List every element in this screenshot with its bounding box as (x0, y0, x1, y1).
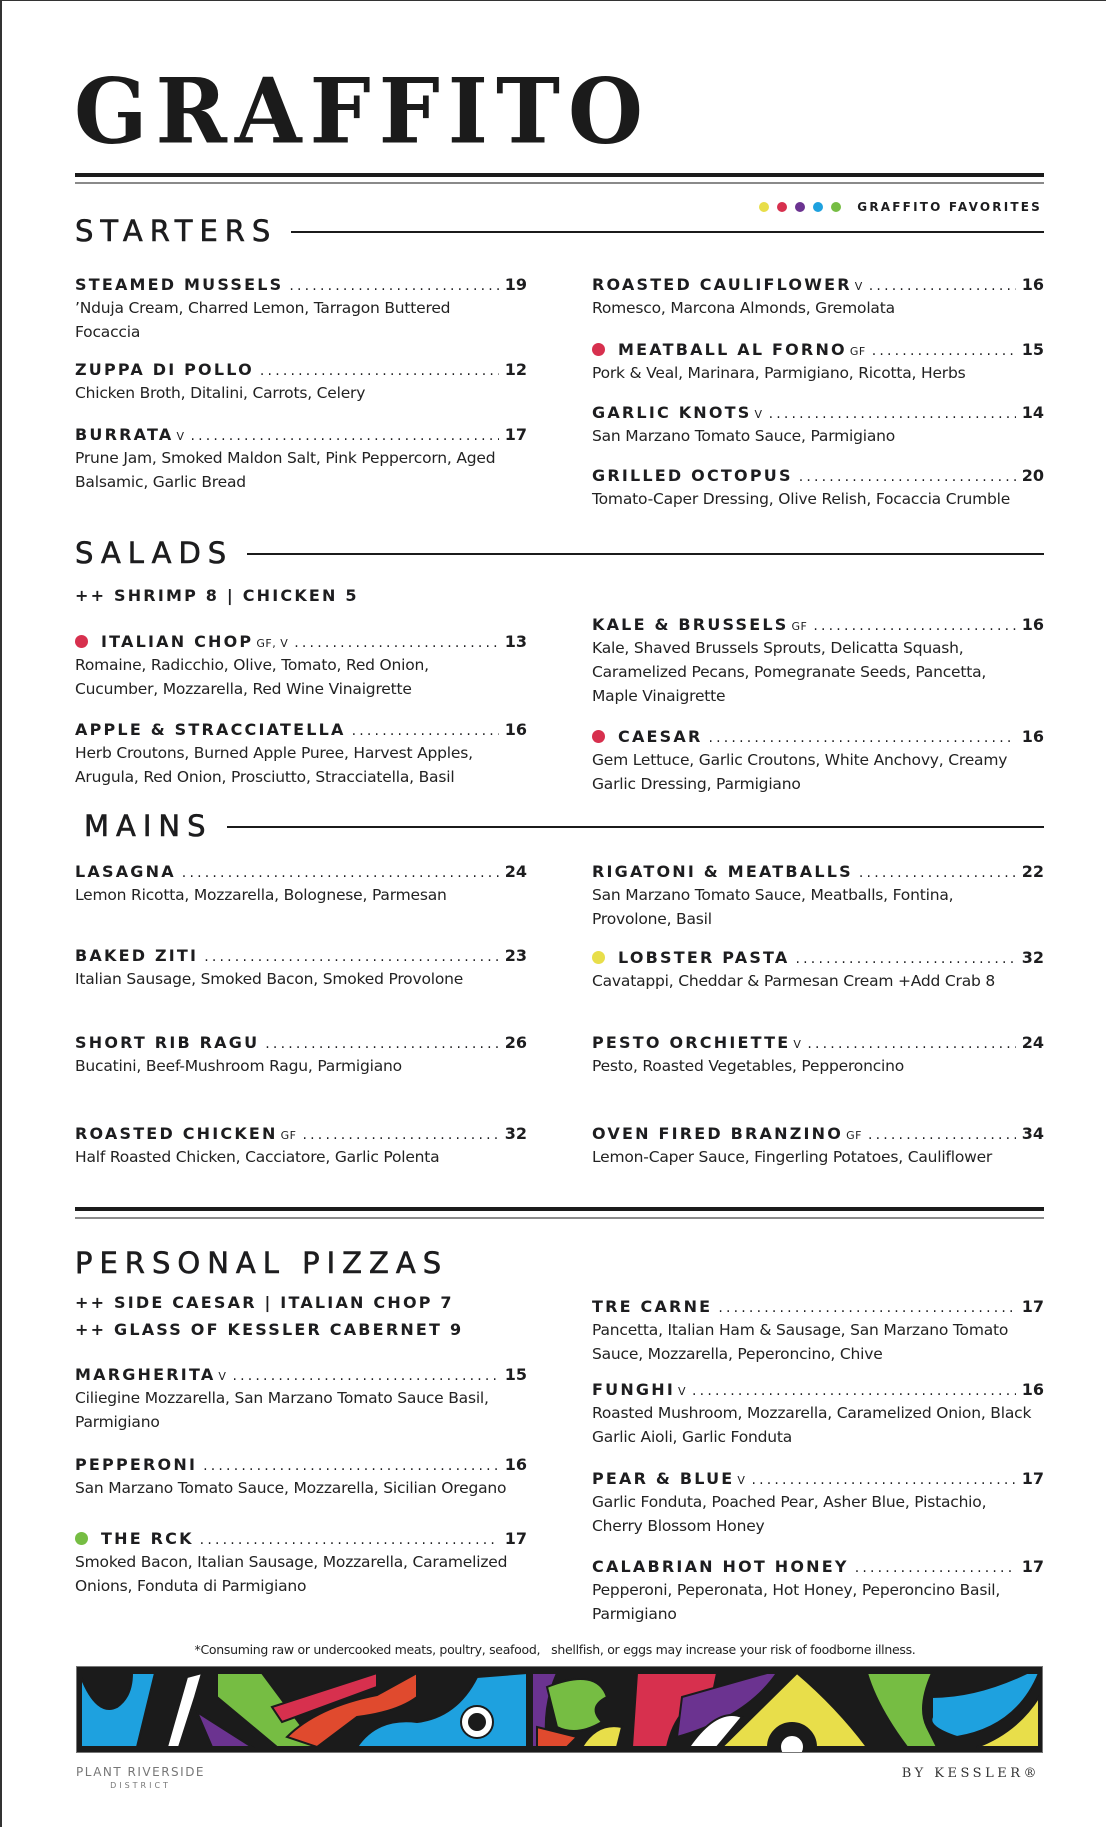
menu-item (75, 1529, 527, 1598)
dot-leader (855, 1560, 1016, 1576)
item-header (75, 1033, 527, 1051)
dot-leader (303, 1127, 499, 1143)
item-price: 22 (1021, 862, 1044, 881)
dot-leader (751, 1472, 1015, 1488)
item-name: PEPPERONI (75, 1455, 198, 1474)
dot-leader (232, 1368, 498, 1384)
menu-item (75, 1033, 527, 1078)
favorite-dot-green (831, 202, 841, 212)
header-rule-thick (75, 173, 1044, 177)
dot-leader (294, 635, 498, 651)
dot-leader (190, 428, 498, 444)
banner-shape (547, 1679, 607, 1731)
dot-leader (807, 1036, 1015, 1052)
menu-item (75, 1365, 527, 1434)
graffiti-art-banner (76, 1666, 1043, 1753)
menu-item (592, 615, 1044, 708)
item-header (75, 275, 527, 293)
dot-leader (799, 469, 1016, 485)
item-description: Cavatappi, Cheddar & Parmesan Cream +Add Crab 8 (592, 972, 996, 990)
dot-leader (182, 865, 499, 881)
section-rule (247, 553, 1044, 555)
menu-item (592, 727, 1044, 796)
item-name: CALABRIAN HOT HONEY (592, 1557, 849, 1576)
dot-leader (796, 951, 1016, 967)
item-name: ITALIAN CHOP (101, 632, 254, 651)
banner-shape (867, 1673, 937, 1747)
favorite-dot-red (777, 202, 787, 212)
item-description: Romaine, Radicchio, Olive, Tomato, Red Onion, Cucumber, Mozzarella, Red Wine Vinaigrette (75, 656, 429, 698)
pizza-rule-thick (75, 1207, 1044, 1211)
item-description: ’Nduja Cream, Charred Lemon, Tarragon Buttered Focaccia (75, 299, 451, 341)
item-price: 16 (1021, 615, 1044, 634)
item-header (75, 632, 527, 650)
item-price: 24 (1021, 1033, 1044, 1052)
dietary-tag: V (218, 1370, 227, 1383)
item-price: 34 (1021, 1124, 1044, 1143)
dietary-tag: V (737, 1474, 746, 1487)
item-name: RIGATONI & MEATBALLS (592, 862, 853, 881)
dietary-tag: GF (280, 1129, 297, 1142)
section-header-salads (75, 536, 1044, 570)
favorite-dot-purple (795, 202, 805, 212)
item-name: TRE CARNE (592, 1297, 713, 1316)
section-title-salads: SALADS (75, 536, 234, 570)
item-price: 23 (504, 946, 527, 965)
item-header (75, 1529, 527, 1547)
menu-item (592, 1033, 1044, 1078)
menu-item (75, 275, 527, 344)
dietary-tag: GF (849, 345, 866, 358)
item-price: 16 (504, 1455, 527, 1474)
dot-leader (859, 865, 1016, 881)
pizza-addon-wine: ++ GLASS OF KESSLER CABERNET 9 (75, 1320, 464, 1339)
item-description: Half Roasted Chicken, Cacciatore, Garlic Polenta (75, 1148, 440, 1166)
item-header (592, 862, 1044, 880)
section-title-pizzas: PERSONAL PIZZAS (75, 1246, 449, 1280)
dot-leader (260, 363, 499, 379)
dot-leader (813, 618, 1015, 634)
menu-item (75, 862, 527, 907)
menu-item (75, 1124, 527, 1169)
favorite-dot-icon (75, 635, 88, 648)
section-rule (227, 826, 1044, 828)
item-header (75, 425, 527, 443)
section-header-starters (75, 214, 1044, 248)
item-description: Herb Croutons, Burned Apple Puree, Harvest Apples, Arugula, Red Onion, Prosciutto, Stracciatella, Basil (75, 744, 473, 786)
item-name: ROASTED CAULIFLOWER (592, 275, 852, 294)
item-name: MARGHERITA (75, 1365, 216, 1384)
section-rule (291, 231, 1044, 233)
item-header (592, 1469, 1044, 1487)
item-header (75, 1124, 527, 1142)
item-description: Ciliegine Mozzarella, San Marzano Tomato Sauce Basil, Parmigiano (75, 1389, 489, 1431)
item-header (592, 340, 1044, 358)
item-description: Roasted Mushroom, Mozzarella, Caramelized Onion, Black Garlic Aioli, Garlic Fonduta (592, 1404, 1032, 1446)
item-description: Bucatini, Beef-Mushroom Ragu, Parmigiano (75, 1057, 402, 1075)
item-header (75, 862, 527, 880)
dot-leader (869, 278, 1016, 294)
item-price: 14 (1021, 403, 1044, 422)
menu-item (75, 946, 527, 991)
item-price: 13 (504, 632, 527, 651)
menu-item (592, 1469, 1044, 1538)
item-price: 16 (1021, 727, 1044, 746)
item-header (75, 1455, 527, 1473)
item-description: San Marzano Tomato Sauce, Parmigiano (592, 427, 896, 445)
menu-item (592, 466, 1044, 511)
item-price: 16 (504, 720, 527, 739)
menu-item (592, 1380, 1044, 1449)
dot-leader (289, 278, 498, 294)
pizza-rule-thin (75, 1217, 1044, 1219)
item-header (75, 360, 527, 378)
item-description: Gem Lettuce, Garlic Croutons, White Anchovy, Creamy Garlic Dressing, Parmigiano (592, 751, 1008, 793)
item-price: 32 (504, 1124, 527, 1143)
menu-item (592, 275, 1044, 320)
item-price: 16 (1021, 1380, 1044, 1399)
banner-shape (469, 1714, 485, 1730)
kessler-logo: BY KESSLER® (901, 1766, 1040, 1781)
favorite-dot-blue (813, 202, 823, 212)
item-description: Lemon-Caper Sauce, Fingerling Potatoes, Cauliflower (592, 1148, 993, 1166)
item-header (592, 1033, 1044, 1051)
item-name: LASAGNA (75, 862, 176, 881)
dietary-tag: V (678, 1385, 687, 1398)
item-description: Smoked Bacon, Italian Sausage, Mozzarella, Caramelized Onions, Fonduta di Parmigiano (75, 1553, 508, 1595)
favorites-label: GRAFFITO FAVORITES (857, 200, 1042, 214)
item-header (592, 1380, 1044, 1398)
item-name: PESTO ORCHIETTE (592, 1033, 791, 1052)
graffiti-art (77, 1667, 1043, 1753)
item-header (592, 275, 1044, 293)
menu-item (75, 1455, 527, 1500)
item-header (75, 1365, 527, 1383)
plant-riverside-logo (76, 1765, 205, 1790)
item-price: 17 (504, 425, 527, 444)
menu-item (592, 340, 1044, 385)
item-header (592, 1124, 1044, 1142)
item-header (592, 948, 1044, 966)
dietary-tag: GF, V (256, 637, 289, 650)
item-name: APPLE & STRACCIATELLA (75, 720, 346, 739)
item-price: 17 (504, 1529, 527, 1548)
section-header-mains (84, 809, 1044, 843)
food-safety-disclaimer: *Consuming raw or undercooked meats, poultry, seafood, shellfish, or eggs may increase your risk of foodborne illness. (194, 1642, 916, 1657)
dot-leader (352, 723, 499, 739)
pizza-addon-caesar: ++ SIDE CAESAR | ITALIAN CHOP 7 (75, 1293, 454, 1312)
item-name: SHORT RIB RAGU (75, 1033, 260, 1052)
menu-item (592, 862, 1044, 931)
item-name: GARLIC KNOTS (592, 403, 752, 422)
banner-shape (780, 1735, 804, 1753)
item-header (592, 615, 1044, 633)
dot-leader (204, 949, 499, 965)
item-name: THE RCK (101, 1529, 194, 1548)
item-name: LOBSTER PASTA (618, 948, 790, 967)
dot-leader (203, 1458, 499, 1474)
favorites-legend (759, 200, 1042, 214)
item-header (75, 946, 527, 964)
item-name: KALE & BRUSSELS (592, 615, 789, 634)
dot-leader (718, 1300, 1015, 1316)
section-title-starters: STARTERS (75, 214, 278, 248)
item-description: Italian Sausage, Smoked Bacon, Smoked Provolone (75, 970, 464, 988)
dietary-tag: V (793, 1038, 802, 1051)
item-price: 12 (504, 360, 527, 379)
item-header (592, 1297, 1044, 1315)
item-description: Kale, Shaved Brussels Sprouts, Delicatta Squash, Caramelized Pecans, Pomegranate Seeds, Pancetta, Maple Vinaigrette (592, 639, 987, 705)
item-header (592, 403, 1044, 421)
item-name: BAKED ZITI (75, 946, 199, 965)
item-price: 17 (1021, 1469, 1044, 1488)
dietary-tag: GF (791, 620, 808, 633)
item-description: Tomato-Caper Dressing, Olive Relish, Focaccia Crumble (592, 490, 1011, 508)
item-price: 15 (504, 1365, 527, 1384)
banner-shape (81, 1673, 155, 1747)
item-name: OVEN FIRED BRANZINO (592, 1124, 844, 1143)
item-name: ZUPPA DI POLLO (75, 360, 254, 379)
item-description: Pesto, Roasted Vegetables, Pepperoncino (592, 1057, 905, 1075)
favorite-dot-icon (75, 1532, 88, 1545)
dot-leader (769, 406, 1016, 422)
graffito-logo: GRAFFITO (74, 58, 651, 165)
item-header (592, 727, 1044, 745)
menu-item (75, 360, 527, 405)
menu-item (592, 1297, 1044, 1366)
menu-item (592, 1557, 1044, 1626)
dot-leader (868, 1127, 1016, 1143)
item-description: Pork & Veal, Marinara, Parmigiano, Ricotta, Herbs (592, 364, 966, 382)
favorite-dot-yellow (759, 202, 769, 212)
item-header (592, 466, 1044, 484)
dot-leader (265, 1036, 498, 1052)
item-description: Prune Jam, Smoked Maldon Salt, Pink Peppercorn, Aged Balsamic, Garlic Bread (75, 449, 496, 491)
item-price: 17 (1021, 1557, 1044, 1576)
district-name: PLANT RIVERSIDE (76, 1765, 206, 1779)
section-title-mains: MAINS (84, 809, 213, 843)
dietary-tag: V (854, 280, 863, 293)
dot-leader (872, 343, 1016, 359)
item-name: STEAMED MUSSELS (75, 275, 284, 294)
menu-item (75, 720, 527, 789)
item-name: CAESAR (618, 727, 703, 746)
dietary-tag: GF (846, 1129, 862, 1142)
item-name: MEATBALL AL FORNO (618, 340, 847, 359)
item-name: BURRATA (75, 425, 174, 444)
salads-addon: ++ SHRIMP 8 | CHICKEN 5 (75, 586, 359, 605)
item-header (75, 720, 527, 738)
item-description: Chicken Broth, Ditalini, Carrots, Celery (75, 384, 366, 402)
favorite-dot-icon (592, 951, 605, 964)
item-price: 26 (504, 1033, 527, 1052)
menu-item (75, 425, 527, 494)
item-price: 24 (504, 862, 527, 881)
menu-item (592, 1124, 1044, 1169)
item-name: FUNGHI (592, 1380, 675, 1399)
dietary-tag: V (176, 430, 185, 443)
item-price: 20 (1021, 466, 1044, 485)
item-name: GRILLED OCTOPUS (592, 466, 793, 485)
item-description: Pancetta, Italian Ham & Sausage, San Marzano Tomato Sauce, Mozzarella, Peperoncino, Chive (592, 1321, 1009, 1363)
favorite-dot-icon (592, 343, 605, 356)
section-header-pizzas (75, 1246, 449, 1280)
dot-leader (200, 1532, 499, 1548)
menu-item (592, 403, 1044, 448)
dietary-tag: V (754, 408, 763, 421)
item-name: PEAR & BLUE (592, 1469, 735, 1488)
menu-item (592, 948, 1044, 993)
item-description: Pepperoni, Peperonata, Hot Honey, Peperoncino Basil, Parmigiano (592, 1581, 1001, 1623)
dot-leader (692, 1383, 1016, 1399)
item-price: 15 (1021, 340, 1044, 359)
item-description: San Marzano Tomato Sauce, Meatballs, Fontina, Provolone, Basil (592, 886, 954, 928)
dot-leader (708, 730, 1015, 746)
item-description: Romesco, Marcona Almonds, Gremolata (592, 299, 895, 317)
item-price: 19 (504, 275, 527, 294)
item-description: Lemon Ricotta, Mozzarella, Bolognese, Parmesan (75, 886, 447, 904)
item-description: San Marzano Tomato Sauce, Mozzarella, Sicilian Oregano (75, 1479, 507, 1497)
header-rule-thin (75, 182, 1044, 184)
district-sub: DISTRICT (110, 1781, 171, 1790)
item-description: Garlic Fonduta, Poached Pear, Asher Blue, Pistachio, Cherry Blossom Honey (592, 1493, 987, 1535)
banner-shape (167, 1673, 202, 1747)
item-price: 32 (1021, 948, 1044, 967)
item-price: 17 (1021, 1297, 1044, 1316)
item-price: 16 (1021, 275, 1044, 294)
menu-item (75, 632, 527, 701)
item-name: ROASTED CHICKEN (75, 1124, 278, 1143)
item-header (592, 1557, 1044, 1575)
favorite-dot-icon (592, 730, 605, 743)
